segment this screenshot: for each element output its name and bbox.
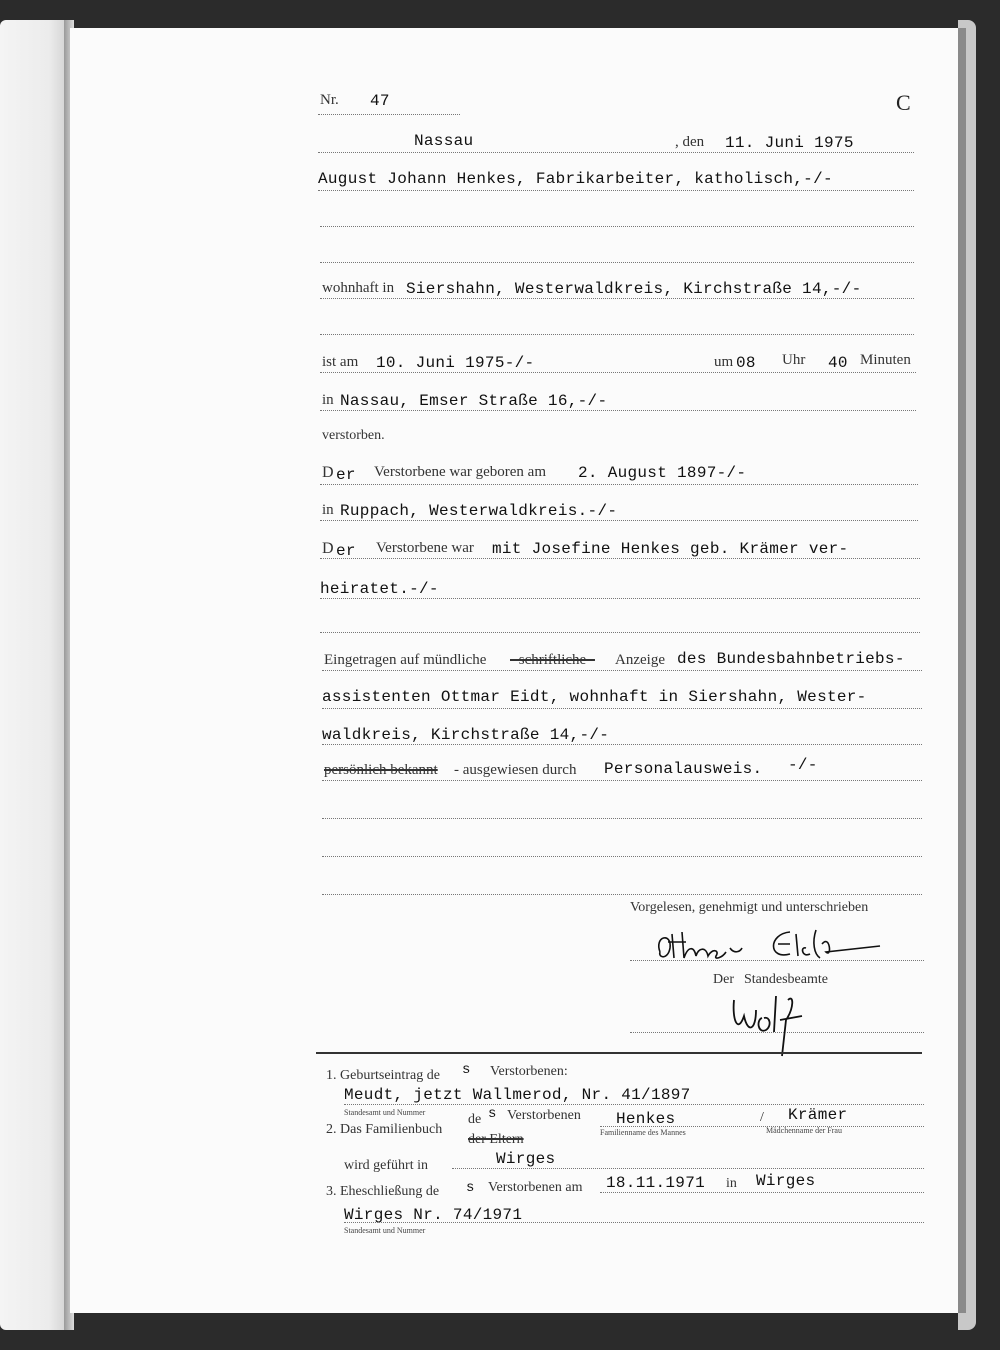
death-underline xyxy=(320,372,916,373)
footer-item1-label2: Verstorbenen: xyxy=(490,1064,568,1079)
footer-item3-value: Wirges Nr. 74/1971 xyxy=(344,1206,523,1224)
birth-place-underline xyxy=(320,520,918,521)
report-label-3: - ausgewiesen durch xyxy=(454,762,577,778)
marriage-underline xyxy=(320,558,920,559)
footer-item2-label: 2. Das Familienbuch xyxy=(326,1122,443,1137)
registrar-prefix: Der xyxy=(713,972,734,987)
report-underline-1 xyxy=(322,670,922,671)
footer-item2-names-line xyxy=(600,1126,924,1127)
report-value-2: assistenten Ottmar Eidt, wohnhaft in Siershahn, Wester- xyxy=(322,688,867,706)
footer-item3-value-line xyxy=(344,1222,924,1223)
blank-line-6 xyxy=(322,856,922,857)
um-label: um xyxy=(714,354,734,370)
footer-item3-place: Wirges xyxy=(756,1172,816,1190)
residence-underline xyxy=(320,298,914,299)
blank-line-4 xyxy=(320,632,920,633)
blank-line-7 xyxy=(322,894,922,895)
report-value-5: -/- xyxy=(788,756,818,774)
record-page xyxy=(70,28,966,1313)
informant-sign-line xyxy=(630,960,924,961)
read-approved-label: Vorgelesen, genehmigt und unterschrieben xyxy=(630,900,869,915)
left-page xyxy=(0,20,70,1330)
report-underline-4 xyxy=(322,780,922,781)
footer-item3-date: 18.11.1971 xyxy=(606,1174,706,1192)
residence-label: wohnhaft in xyxy=(322,280,395,296)
footer-item2-strike: der Eltern xyxy=(468,1132,524,1147)
birth-d-prefix: D xyxy=(322,464,334,481)
minuten-label: Minuten xyxy=(860,352,911,368)
report-strike-2: persönlich bekannt xyxy=(324,762,438,778)
marriage-d-suffix: er xyxy=(336,542,356,560)
death-date: 10. Juni 1975-/- xyxy=(376,354,535,372)
footer-item2-surname: Henkes xyxy=(616,1110,676,1128)
marriage-label: Verstorbene war xyxy=(376,540,474,556)
person-underline xyxy=(318,190,914,191)
birth-place: Ruppach, Westerwaldkreis.-/- xyxy=(340,502,618,520)
person-line: August Johann Henkes, Fabrikarbeiter, katholisch,-/- xyxy=(318,170,833,188)
register-letter: C xyxy=(896,90,911,115)
death-hour: 08 xyxy=(736,354,756,372)
blank-line-5 xyxy=(322,818,922,819)
date-value: 11. Juni 1975 xyxy=(725,134,854,152)
footer-item2-kept-value: Wirges xyxy=(496,1150,556,1168)
report-underline-3 xyxy=(322,744,922,745)
footer-item1-s: s xyxy=(462,1062,471,1078)
registrar-label: Standesbeamte xyxy=(744,972,828,987)
report-value-4: Personalausweis. xyxy=(604,760,763,778)
report-value-1: des Bundesbahnbetriebs- xyxy=(677,650,905,668)
footer-item2-kept-label: wird geführt in xyxy=(344,1158,428,1173)
death-label: ist am xyxy=(322,354,359,370)
den-label: , den xyxy=(675,134,705,150)
registrar-sign-line xyxy=(630,1032,924,1033)
report-underline-2 xyxy=(322,708,922,709)
marriage-value-2: heiratet.-/- xyxy=(320,580,439,598)
marriage-value: mit Josefine Henkes geb. Krämer ver- xyxy=(492,540,849,558)
uhr-label: Uhr xyxy=(782,352,806,368)
report-label-2: Anzeige xyxy=(615,652,665,668)
birth-d-suffix: er xyxy=(336,466,356,484)
informant-signature xyxy=(650,924,890,968)
footer-item1-value: Meudt, jetzt Wallmerod, Nr. 41/1897 xyxy=(344,1086,691,1104)
footer-item2-slash: / xyxy=(760,1110,764,1125)
marriage-d-prefix: D xyxy=(322,540,334,557)
footer-item2-maiden: Krämer xyxy=(788,1106,848,1124)
death-in-label: in xyxy=(322,392,334,408)
footer-item2-verstorbenen: Verstorbenen xyxy=(507,1108,581,1123)
footer-item2-de: de xyxy=(468,1112,482,1127)
birth-date: 2. August 1897-/- xyxy=(578,464,747,482)
nr-line xyxy=(318,114,460,115)
death-place: Nassau, Emser Straße 16,-/- xyxy=(340,392,608,410)
report-value-3: waldkreis, Kirchstraße 14,-/- xyxy=(322,726,610,744)
birth-label: Verstorbene war geboren am xyxy=(374,464,547,480)
blank-line-1 xyxy=(320,226,914,227)
report-strike-1: - schriftliche - xyxy=(510,652,595,668)
nr-value: 47 xyxy=(370,92,390,110)
death-place-underline xyxy=(320,410,916,411)
nr-label: Nr. xyxy=(320,92,339,108)
marriage-underline-2 xyxy=(320,598,920,599)
death-minutes: 40 xyxy=(828,354,848,372)
place-value: Nassau xyxy=(414,132,474,150)
footer-item2-kept-line xyxy=(452,1168,924,1169)
birth-in-label: in xyxy=(322,502,334,518)
birth-underline xyxy=(320,484,918,485)
footer-item3-line xyxy=(600,1192,924,1193)
footer-item2-s: s xyxy=(488,1106,497,1122)
report-label-1: Eingetragen auf mündliche xyxy=(324,652,487,668)
residence-value: Siershahn, Westerwaldkreis, Kirchstraße 14,-/- xyxy=(406,280,862,298)
footer-item1-label: 1. Geburtseintrag de xyxy=(326,1068,440,1083)
footer-item3-in: in xyxy=(726,1176,737,1191)
footer-item2-surname-caption: Familienname des Mannes xyxy=(600,1128,686,1137)
footer-item3-label2: Verstorbenen am xyxy=(488,1180,583,1195)
footer-item3-s: s xyxy=(466,1180,475,1196)
blank-line-3 xyxy=(320,334,914,335)
verstorben-label: verstorben. xyxy=(322,428,385,443)
footer-standesamt-caption-2: Standesamt und Nummer xyxy=(344,1226,426,1235)
footer-item1-line xyxy=(344,1104,924,1105)
footer-item2-maiden-caption: Mädchenname der Frau xyxy=(766,1126,842,1135)
place-line xyxy=(318,152,914,153)
footer-standesamt-caption: Standesamt und Nummer xyxy=(344,1108,426,1117)
footer-separator xyxy=(316,1052,922,1054)
blank-line-2 xyxy=(320,262,914,263)
footer-item3-label: 3. Eheschließung de xyxy=(326,1184,440,1199)
